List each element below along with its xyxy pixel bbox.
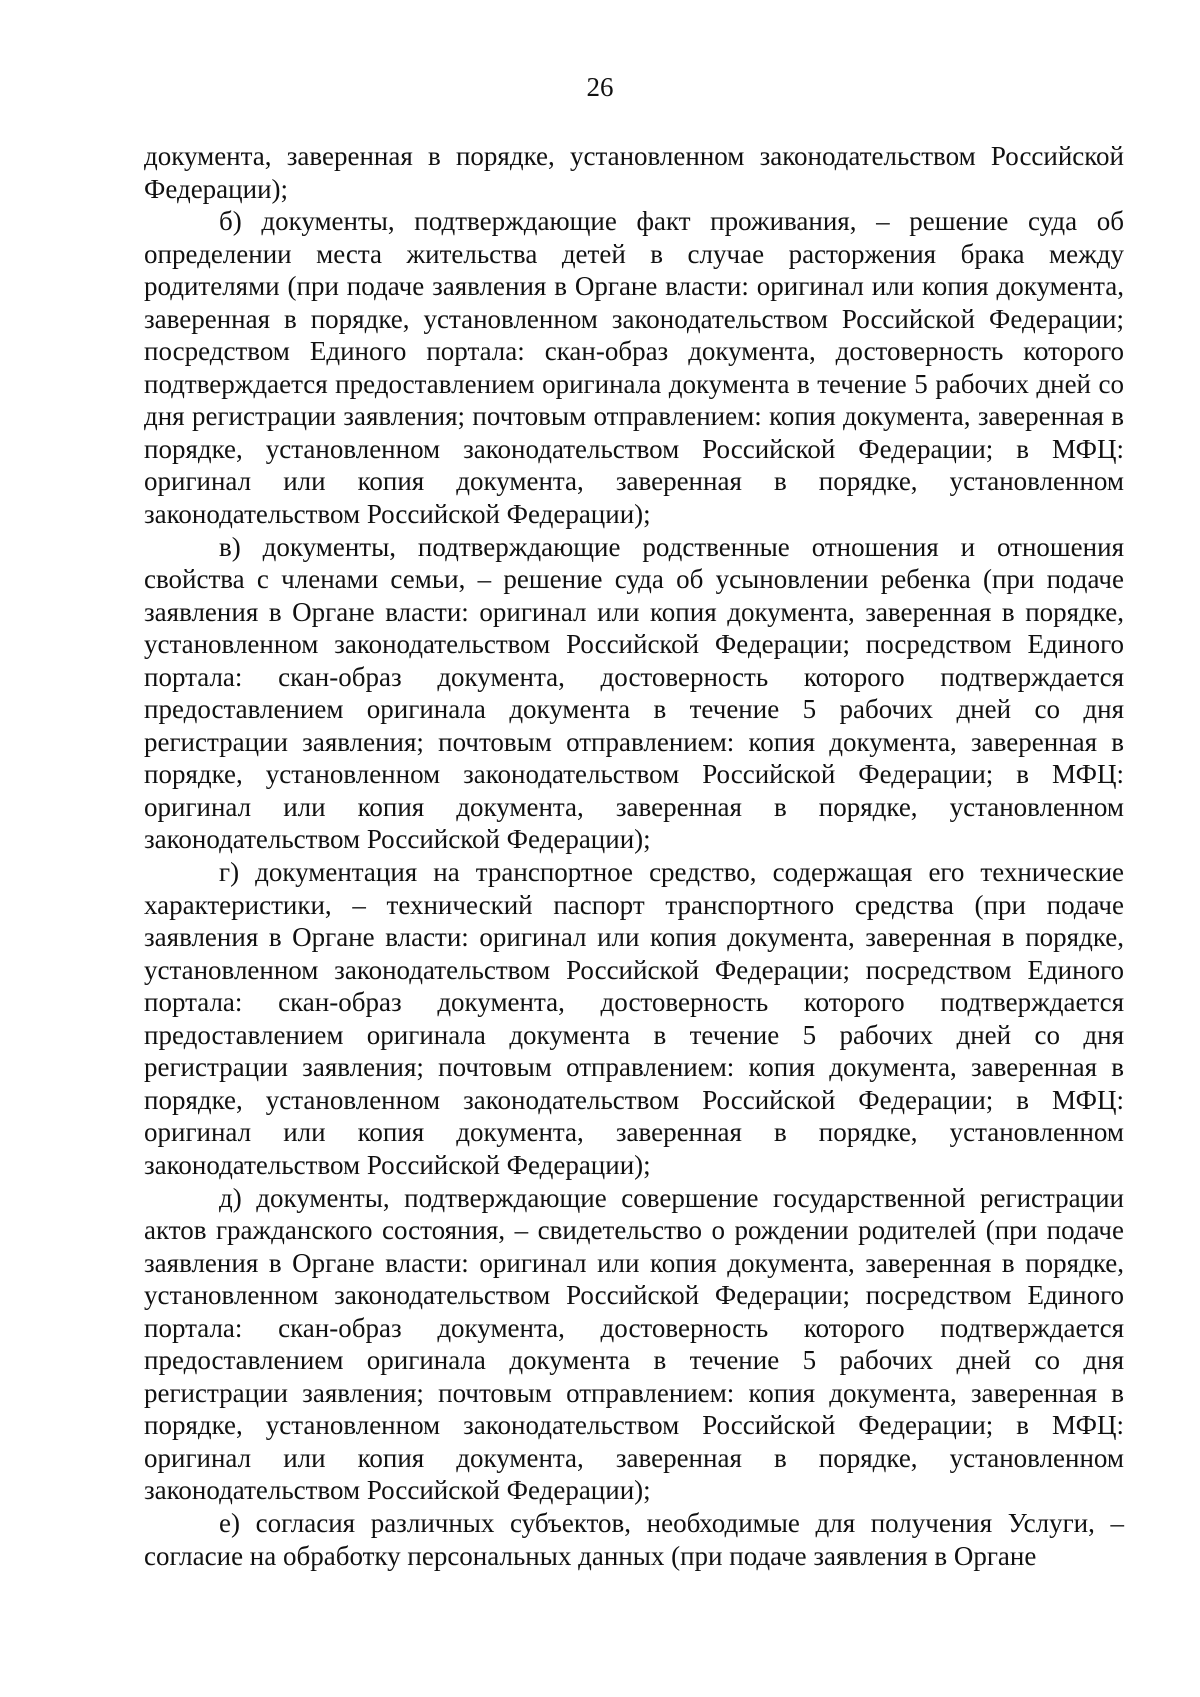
paragraph-v-kinship-documents: в) документы, подтверждающие родственные отношения и отношения свойства с членами семьи, – решение суда об усыновлении ребенка (при подаче заявления в Органе власти: оригинал или копия документа, заверенная в порядке, установленном законодательством Российской Федерации; посредством Единого портала: скан-образ документа, достоверность которого подтверждается предоставлением оригинала документа в течение 5 рабочих дней со дня регистрации заявления; почтовым отправлением: копия документа, заверенная в порядке, установленном законодательством Российской Федерации; в МФЦ: оригинал или копия документа, заверенная в порядке, установленном законодательством Российской Федерации); bbox=[144, 531, 1124, 855]
paragraph-d-civil-registration-documents: д) документы, подтверждающие совершение государственной регистрации актов гражданского состояния, – свидетельство о рождении родителей (при подаче заявления в Органе власти: оригинал или копия документа, заверенная в порядке, установленном законодательством Российской Федерации; посредством Единого портала: скан-образ документа, достоверность которого подтверждается предоставлением оригинала документа в течение 5 рабочих дней со дня регистрации заявления; почтовым отправлением: копия документа, заверенная в порядке, установленном законодательством Российской Федерации; в МФЦ: оригинал или копия документа, заверенная в порядке, установленном законодательством Российской Федерации); bbox=[144, 1182, 1124, 1506]
paragraph-g-vehicle-documentation: г) документация на транспортное средство, содержащая его технические характеристики, – технический паспорт транспортного средства (при подаче заявления в Органе власти: оригинал или копия документа, заверенная в порядке, установленном законодательством Российской Федерации; посредством Единого портала: скан-образ документа, достоверность которого подтверждается предоставлением оригинала документа в течение 5 рабочих дней со дня регистрации заявления; почтовым отправлением: копия документа, заверенная в порядке, установленном законодательством Российской Федерации; в МФЦ: оригинал или копия документа, заверенная в порядке, установленном законодательством Российской Федерации); bbox=[144, 857, 1124, 1180]
paragraph-continuation: документа, заверенная в порядке, установленном законодательством Российской Федерации); bbox=[144, 141, 1124, 204]
page-number: 26 bbox=[586, 72, 614, 102]
paragraph-e-consents: е) согласия различных субъектов, необходимые для получения Услуги, – согласие на обработку персональных данных (при подаче заявления в Органе bbox=[144, 1507, 1124, 1571]
paragraph-b-residence-documents: б) документы, подтверждающие факт проживания, – решение суда об определении места жительства детей в случае расторжения брака между родителями (при подаче заявления в Органе власти: оригинал или копия документа, заверенная в порядке, установленном законодательством Российской Федерации; посредством Единого портала: скан-образ документа, достоверность которого подтверждается предоставлением оригинала документа в течение 5 рабочих дней со дня регистрации заявления; почтовым отправлением: копия документа, заверенная в порядке, установленном законодательством Российской Федерации; в МФЦ: оригинал или копия документа, заверенная в порядке, установленном законодательством Российской Федерации); bbox=[144, 206, 1124, 530]
document-body bbox=[144, 140, 1124, 1572]
